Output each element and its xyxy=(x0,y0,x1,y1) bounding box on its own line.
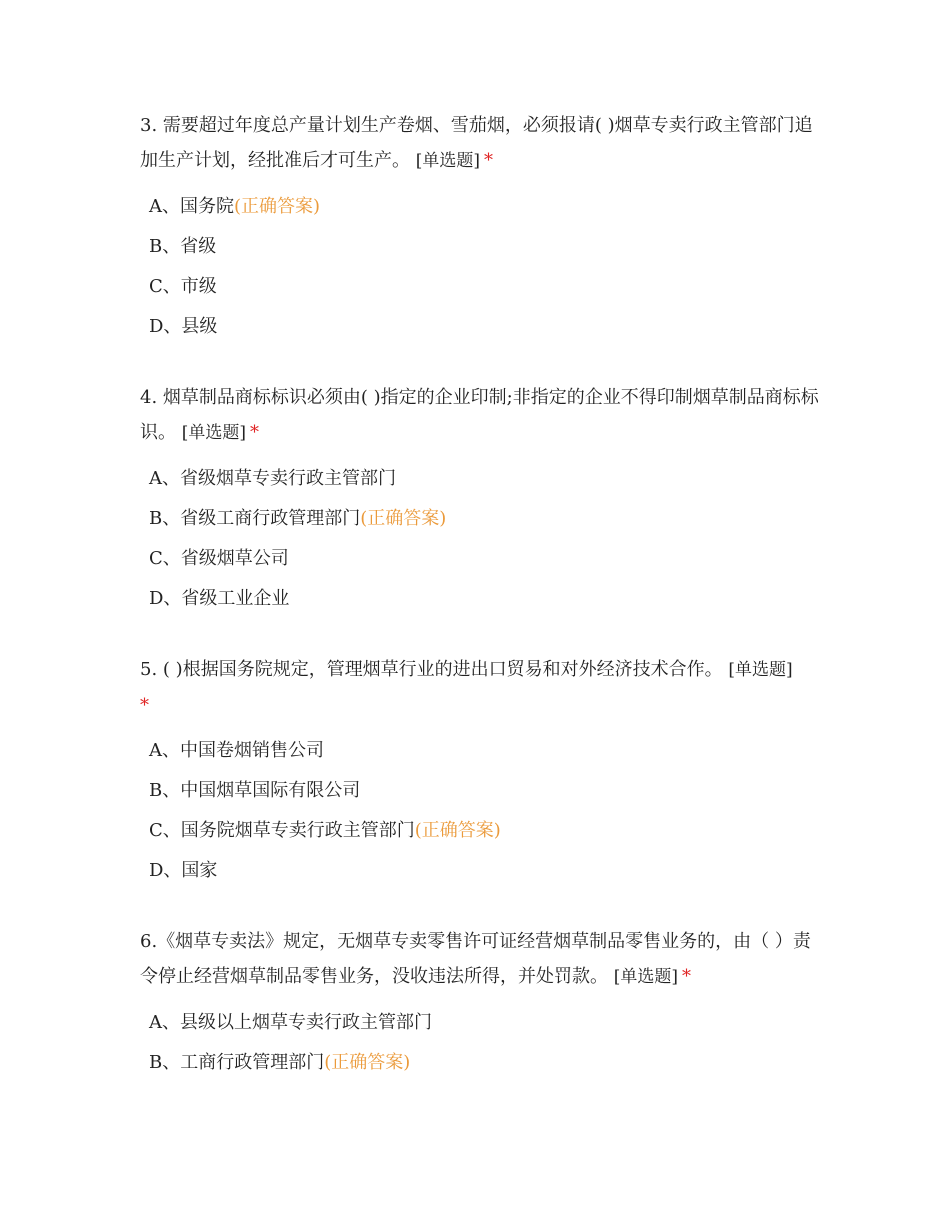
question-number: 6. xyxy=(140,931,158,952)
option-list xyxy=(140,1003,820,1083)
option-b[interactable] xyxy=(140,771,820,811)
question-stem: 烟草制品商标标识必须由( )指定的企业印制;非指定的企业不得印制烟草制品商标标识。 xyxy=(140,387,819,443)
correct-answer-tag: (正确答案) xyxy=(414,820,501,841)
question-number: 4. xyxy=(140,387,158,408)
correct-answer-tag: (正确答案) xyxy=(360,508,447,529)
question-type: [单选题] xyxy=(728,660,793,680)
option-label: B、省级 xyxy=(149,236,217,257)
option-a[interactable] xyxy=(140,459,820,499)
option-list xyxy=(140,187,820,347)
question-stem: 需要超过年度总产量计划生产卷烟、雪茄烟，必须报请( )烟草专卖行政主管部门追加生产计划，经批准后才可生产。 xyxy=(140,115,813,171)
option-list xyxy=(140,459,820,619)
option-b[interactable] xyxy=(140,499,820,539)
option-label: B、省级工商行政管理部门 xyxy=(149,508,361,529)
option-b[interactable] xyxy=(140,1043,820,1083)
option-d[interactable] xyxy=(140,579,820,619)
question-stem: 《烟草专卖法》规定，无烟草专卖零售许可证经营烟草制品零售业务的，由（ ）责令停止经营烟草制品零售业务，没收违法所得，并处罚款。 xyxy=(140,931,811,987)
required-marker: * xyxy=(484,150,493,171)
option-a[interactable] xyxy=(140,187,820,227)
required-marker: * xyxy=(250,422,259,443)
question-number: 5. xyxy=(140,659,158,680)
option-label: A、中国卷烟销售公司 xyxy=(149,740,324,761)
question-type: [单选题] xyxy=(181,423,246,443)
option-label: C、市级 xyxy=(149,276,217,297)
option-label: A、国务院 xyxy=(149,196,234,217)
question-text xyxy=(140,924,820,995)
correct-answer-tag: (正确答案) xyxy=(234,196,321,217)
option-d[interactable] xyxy=(140,307,820,347)
required-marker: * xyxy=(140,695,149,716)
option-d[interactable] xyxy=(140,851,820,891)
option-label: B、中国烟草国际有限公司 xyxy=(149,780,361,801)
option-c[interactable] xyxy=(140,539,820,579)
question-6 xyxy=(140,924,820,1083)
option-c[interactable] xyxy=(140,811,820,851)
option-c[interactable] xyxy=(140,267,820,307)
question-3 xyxy=(140,108,820,347)
question-text xyxy=(140,380,820,451)
question-4 xyxy=(140,380,820,619)
question-type: [单选题] xyxy=(415,151,480,171)
question-type: [单选题] xyxy=(613,967,678,987)
question-text xyxy=(140,652,820,723)
option-label: D、县级 xyxy=(149,316,218,337)
option-list xyxy=(140,731,820,891)
option-label: B、工商行政管理部门 xyxy=(149,1052,325,1073)
correct-answer-tag: (正确答案) xyxy=(324,1052,411,1073)
question-5 xyxy=(140,652,820,891)
question-list xyxy=(140,108,820,1116)
question-stem: ( )根据国务院规定，管理烟草行业的进出口贸易和对外经济技术合作。 xyxy=(162,659,723,680)
option-label: D、省级工业企业 xyxy=(149,588,290,609)
question-number: 3. xyxy=(140,115,158,136)
option-label: D、国家 xyxy=(149,860,218,881)
option-a[interactable] xyxy=(140,731,820,771)
option-label: C、省级烟草公司 xyxy=(149,548,289,569)
option-label: A、县级以上烟草专卖行政主管部门 xyxy=(149,1012,432,1033)
option-b[interactable] xyxy=(140,227,820,267)
option-a[interactable] xyxy=(140,1003,820,1043)
question-text xyxy=(140,108,820,179)
option-label: C、国务院烟草专卖行政主管部门 xyxy=(149,820,415,841)
required-marker: * xyxy=(682,966,691,987)
option-label: A、省级烟草专卖行政主管部门 xyxy=(149,468,396,489)
